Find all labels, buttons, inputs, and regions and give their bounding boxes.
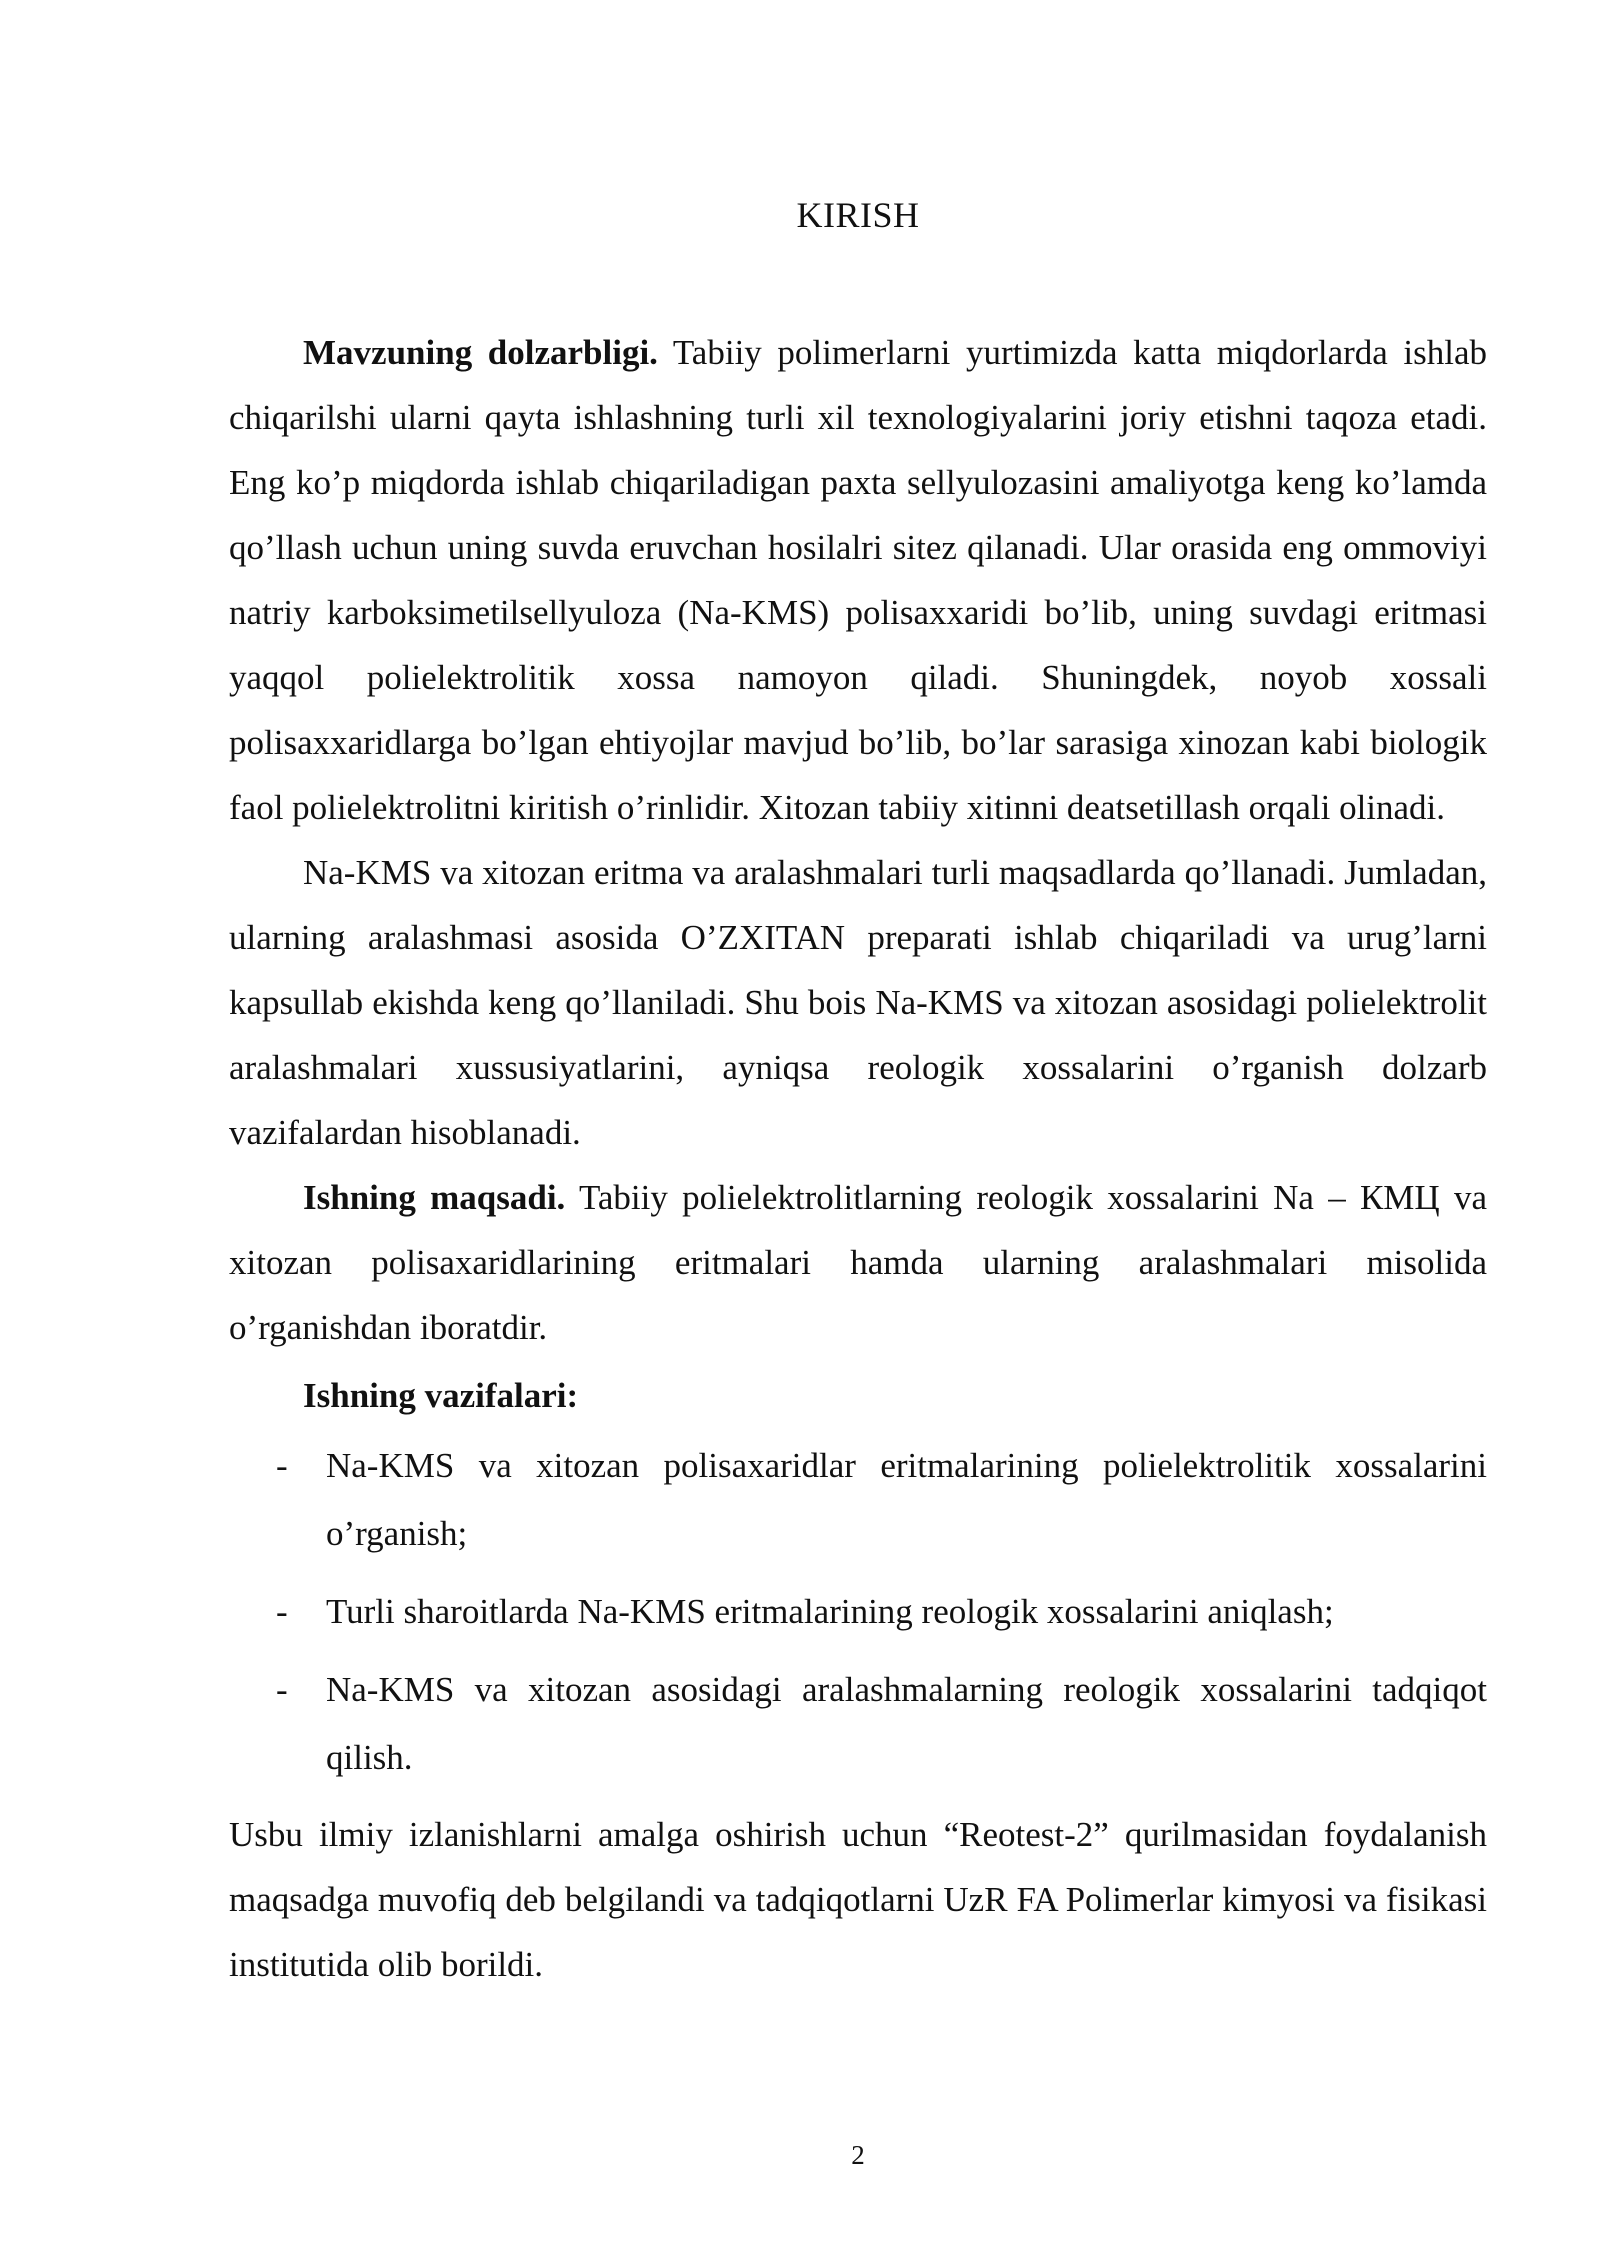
page-title: KIRISH — [796, 195, 920, 235]
paragraph-lead-goal: Ishning maqsadi. — [303, 1178, 566, 1217]
list-dash: - — [276, 1670, 288, 1709]
page-number: 2 — [851, 2140, 865, 2170]
list-item-text: Na-KMS va xitozan polisaxaridlar eritmalarining polielektrolitik xossalarini o’rganish; — [326, 1446, 1487, 1553]
paragraph-text-relevance: Tabiiy polimerlarni yurtimizda katta miqdorlarda ishlab chiqarilshi ularni qayta ishlashning turli xil texnologiyalarini joriy etishni taqoza etadi. Eng ko’p miqdorda ishlab chiqariladigan paxta sellyulozasini amaliyotga keng ko’lamda qo’llash uchun uning suvda eruvchan hosilalri sitez qilanadi. Ular orasida eng ommoviyi natriy karboksimetilsellyuloza (Na-KMS) polisaxxaridi bo’lib, uning suvdagi eritmasi yaqqol polielektrolitik xossa namoyon qiladi. Shuningdek, noyob xossali polisaxxaridlarga bo’lgan ehtiyojlar mavjud bo’lib, bo’lar sarasiga xinozan kabi biologik faol polielektrolitni kiritish o’rinlidir. Xitozan tabiiy xitinni deatsetillash orqali olinadi. — [229, 333, 1487, 827]
paragraph-usage — [229, 840, 1487, 1165]
paragraph-text-usage: Na-KMS va xitozan eritma va aralashmalari turli maqsadlarda qo’llanadi. Jumladan, ularning aralashmasi asosida O’ZXITAN preparati ishlab chiqariladi va urug’larni kapsullab ekishda keng qo’llaniladi. Shu bois Na-KMS va xitozan asosidagi polielektrolit aralashmalari xussusiyatlarini, ayniqsa reologik xossalarini o’rganish dolzarb vazifalardan hisoblanadi. — [229, 853, 1487, 1152]
document-body — [229, 320, 1487, 1997]
list-item — [229, 1578, 1487, 1646]
paragraph-closing: Usbu ilmiy izlanishlarni amalga oshirish uchun “Reotest-2” qurilmasidan foydalanish maqsadga muvofiq deb belgilandi va tadqiqotlarni UzR FA Polimerlar kimyosi va fisikasi institutida olib borildi. — [229, 1815, 1487, 1984]
list-item-text: Turli sharoitlarda Na-KMS eritmalarining reologik xossalarini aniqlash; — [326, 1592, 1334, 1631]
paragraph-lead-relevance: Mavzuning dolzarbligi. — [303, 333, 658, 372]
list-dash: - — [276, 1592, 288, 1631]
paragraph-relevance — [229, 320, 1487, 840]
tasks-heading: Ishning vazifalari: — [303, 1376, 579, 1415]
paragraph-goal — [229, 1165, 1487, 1360]
paragraph-text-goal: Tabiiy polielektrolitlarning reologik xossalarini Na – КМЦ va xitozan polisaxaridlarining eritmalari hamda ularning aralashmalari misolida o’rganishdan iboratdir. — [229, 1178, 1487, 1347]
list-item — [229, 1432, 1487, 1568]
tasks-list — [229, 1432, 1487, 1792]
list-item — [229, 1656, 1487, 1792]
list-dash: - — [276, 1446, 288, 1485]
list-item-text: Na-KMS va xitozan asosidagi aralashmalarning reologik xossalarini tadqiqot qilish. — [326, 1670, 1487, 1777]
